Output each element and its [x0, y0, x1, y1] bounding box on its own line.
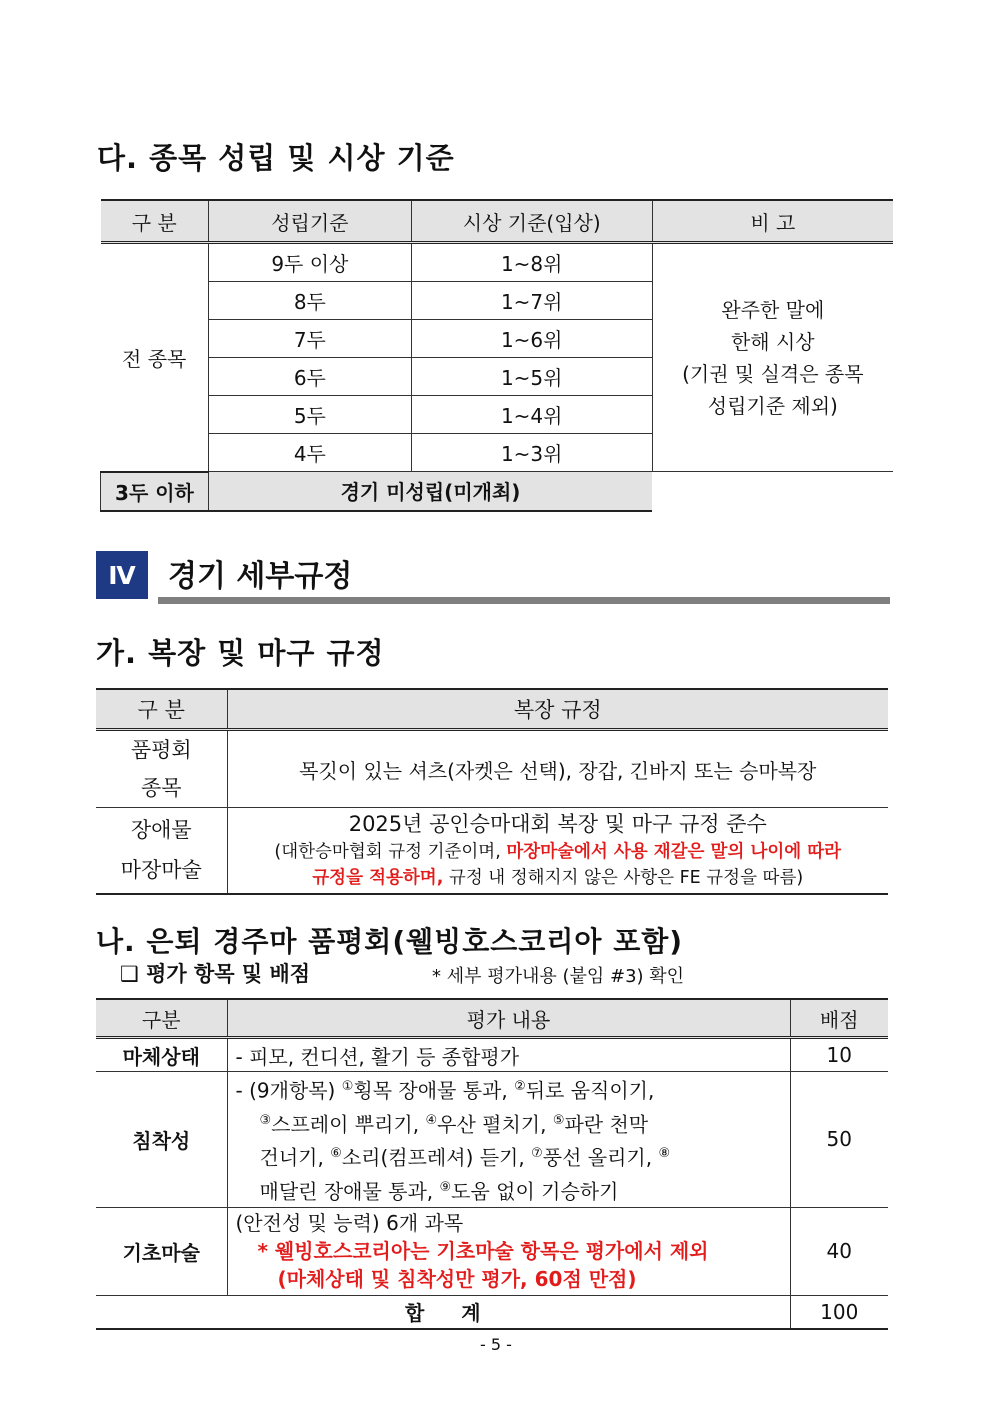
item-number: ⑤	[552, 1112, 565, 1128]
item-number: ⑨	[439, 1179, 452, 1195]
text: 건너기,	[259, 1145, 331, 1170]
table-row	[96, 730, 888, 808]
header-category: 구 분	[101, 200, 209, 243]
item-number: ④	[425, 1112, 438, 1128]
award-cell: 1~6위	[411, 320, 652, 358]
criteria-cell: 4두	[208, 434, 411, 472]
item-number: ⑥	[330, 1146, 342, 1162]
score-cell: 50	[790, 1072, 888, 1208]
category-cell	[96, 730, 227, 808]
category-cell: 침착성	[96, 1072, 227, 1208]
highlight-text: 규정을 적용하며,	[312, 868, 444, 889]
criteria-cell: 5두	[208, 396, 411, 434]
rule-line	[228, 839, 889, 865]
label-line: 마장마술	[120, 858, 202, 883]
content-cell: - 피모, 컨디션, 활기 등 종합평가	[227, 1038, 790, 1072]
table-row	[101, 472, 894, 511]
item-number: ①	[341, 1079, 354, 1094]
evaluation-table	[96, 998, 888, 1330]
table-row	[96, 808, 888, 894]
plain-text: (대한승마협회 규정 기준이며,	[274, 842, 507, 863]
text: 도움 없이 기승하기	[451, 1179, 619, 1204]
award-cell: 경기 미성립(미개최)	[208, 472, 652, 511]
award-cell: 1~5위	[411, 358, 652, 396]
award-cell: 1~7위	[411, 282, 652, 320]
note-line: (기권 및 실격은 종목	[682, 361, 864, 386]
section-ga-title: 가. 복장 및 마구 규정	[96, 636, 385, 670]
header-dress-code: 복장 규정	[227, 689, 888, 730]
content-cell	[227, 1207, 790, 1295]
section-na-title: 나. 은퇴 경주마 품평회(웰빙호스코리아 포함)	[96, 925, 684, 958]
text: 풍선 올리기,	[542, 1145, 659, 1170]
subsection-title: ❑ 평가 항목 및 배점	[120, 962, 311, 986]
subsection-note: * 세부 평가내용 (붙임 #3) 확인	[432, 966, 685, 987]
table-row	[96, 1038, 888, 1072]
text: 우산 펼치기,	[437, 1112, 553, 1137]
dress-code-table	[96, 688, 888, 895]
total-score: 100	[790, 1295, 888, 1329]
text: 파란 천막	[564, 1112, 649, 1137]
header-criteria: 성립기준	[208, 200, 411, 243]
label-line: 장애물	[130, 818, 192, 843]
note-line: 성립기준 제외)	[707, 393, 838, 418]
rule-line	[228, 865, 889, 891]
item-number: ②	[514, 1079, 526, 1094]
criteria-cell: 7두	[208, 320, 411, 358]
label-line: 품평회	[130, 738, 192, 762]
category-cell: 기초마술	[96, 1207, 227, 1295]
note-line: 한해 시상	[730, 329, 815, 354]
text: 횡목 장애물 통과,	[353, 1078, 515, 1103]
header-award: 시상 기준(입상)	[411, 200, 652, 243]
dress-code-cell: 목깃이 있는 셔츠(자켓은 선택), 장갑, 긴바지 또는 승마복장	[227, 730, 888, 808]
criteria-cell: 6두	[208, 358, 411, 396]
item-number: ⑧	[658, 1146, 671, 1162]
criteria-cell: 9두 이상	[208, 243, 411, 282]
content-line	[236, 1106, 790, 1140]
content-line	[236, 1173, 790, 1207]
page-number: - 5 -	[480, 1335, 512, 1354]
plain-text: 규정 내 정해지지 않은 사항은 FE 규정을 따름)	[443, 868, 804, 889]
table-row	[96, 1072, 888, 1208]
award-criteria-table	[100, 199, 893, 512]
content-line	[236, 1072, 790, 1106]
award-cell: 1~4위	[411, 396, 652, 434]
award-cell: 1~8위	[411, 243, 652, 282]
category-cell	[96, 808, 227, 894]
total-label: 합 계	[96, 1295, 790, 1329]
highlight-line: (마체상태 및 침착성만 평가, 60점 만점)	[277, 1267, 637, 1292]
header-note: 비 고	[652, 200, 893, 243]
text: - (9개항목)	[235, 1078, 342, 1103]
table-row	[96, 1207, 888, 1295]
content-cell	[227, 1072, 790, 1208]
criteria-cell: 8두	[208, 282, 411, 320]
criteria-cell: 3두 이하	[101, 472, 209, 511]
total-row	[96, 1295, 888, 1329]
section-iv-title: 경기 세부규정	[168, 559, 353, 594]
note-cell	[652, 243, 893, 472]
table-header-row	[96, 689, 888, 730]
table-header-row	[101, 200, 894, 243]
note-line: 완주한 말에	[721, 297, 825, 322]
header-score: 배점	[790, 999, 888, 1038]
highlight-line: * 웰빙호스코리아는 기초마술 항목은 평가에서 제외	[257, 1239, 709, 1264]
table-row	[101, 243, 894, 282]
category-cell: 전 종목	[101, 243, 209, 472]
score-cell: 40	[790, 1207, 888, 1295]
dress-code-cell	[227, 808, 888, 894]
section-da-title: 다. 종목 성립 및 시상 기준	[97, 141, 455, 175]
score-cell: 10	[790, 1038, 888, 1072]
text: 뒤로 움직이기,	[525, 1078, 655, 1103]
header-category: 구 분	[96, 689, 227, 730]
text: 매달린 장애물 통과,	[259, 1179, 440, 1204]
header-content: 평가 내용	[227, 999, 790, 1038]
item-number: ⑦	[531, 1146, 543, 1162]
content-line: (안전성 및 능력) 6개 과목	[235, 1211, 464, 1236]
category-cell: 마체상태	[96, 1038, 227, 1072]
section-divider	[158, 597, 890, 604]
table-header-row	[96, 999, 888, 1038]
text: 소리(컴프레셔) 듣기,	[341, 1145, 532, 1170]
award-cell: 1~3위	[411, 434, 652, 472]
text: 스프레이 뿌리기,	[271, 1112, 426, 1137]
highlight-text: 마장마술에서 사용 재갈은 말의 나이에 따라	[506, 842, 842, 863]
section-badge: Ⅳ	[96, 551, 148, 599]
label-line: 종목	[140, 776, 182, 800]
item-number: ③	[259, 1112, 272, 1128]
rule-line: 2025년 공인승마대회 복장 및 마구 규정 준수	[348, 812, 767, 837]
content-line	[236, 1139, 790, 1173]
header-category: 구분	[96, 999, 227, 1038]
